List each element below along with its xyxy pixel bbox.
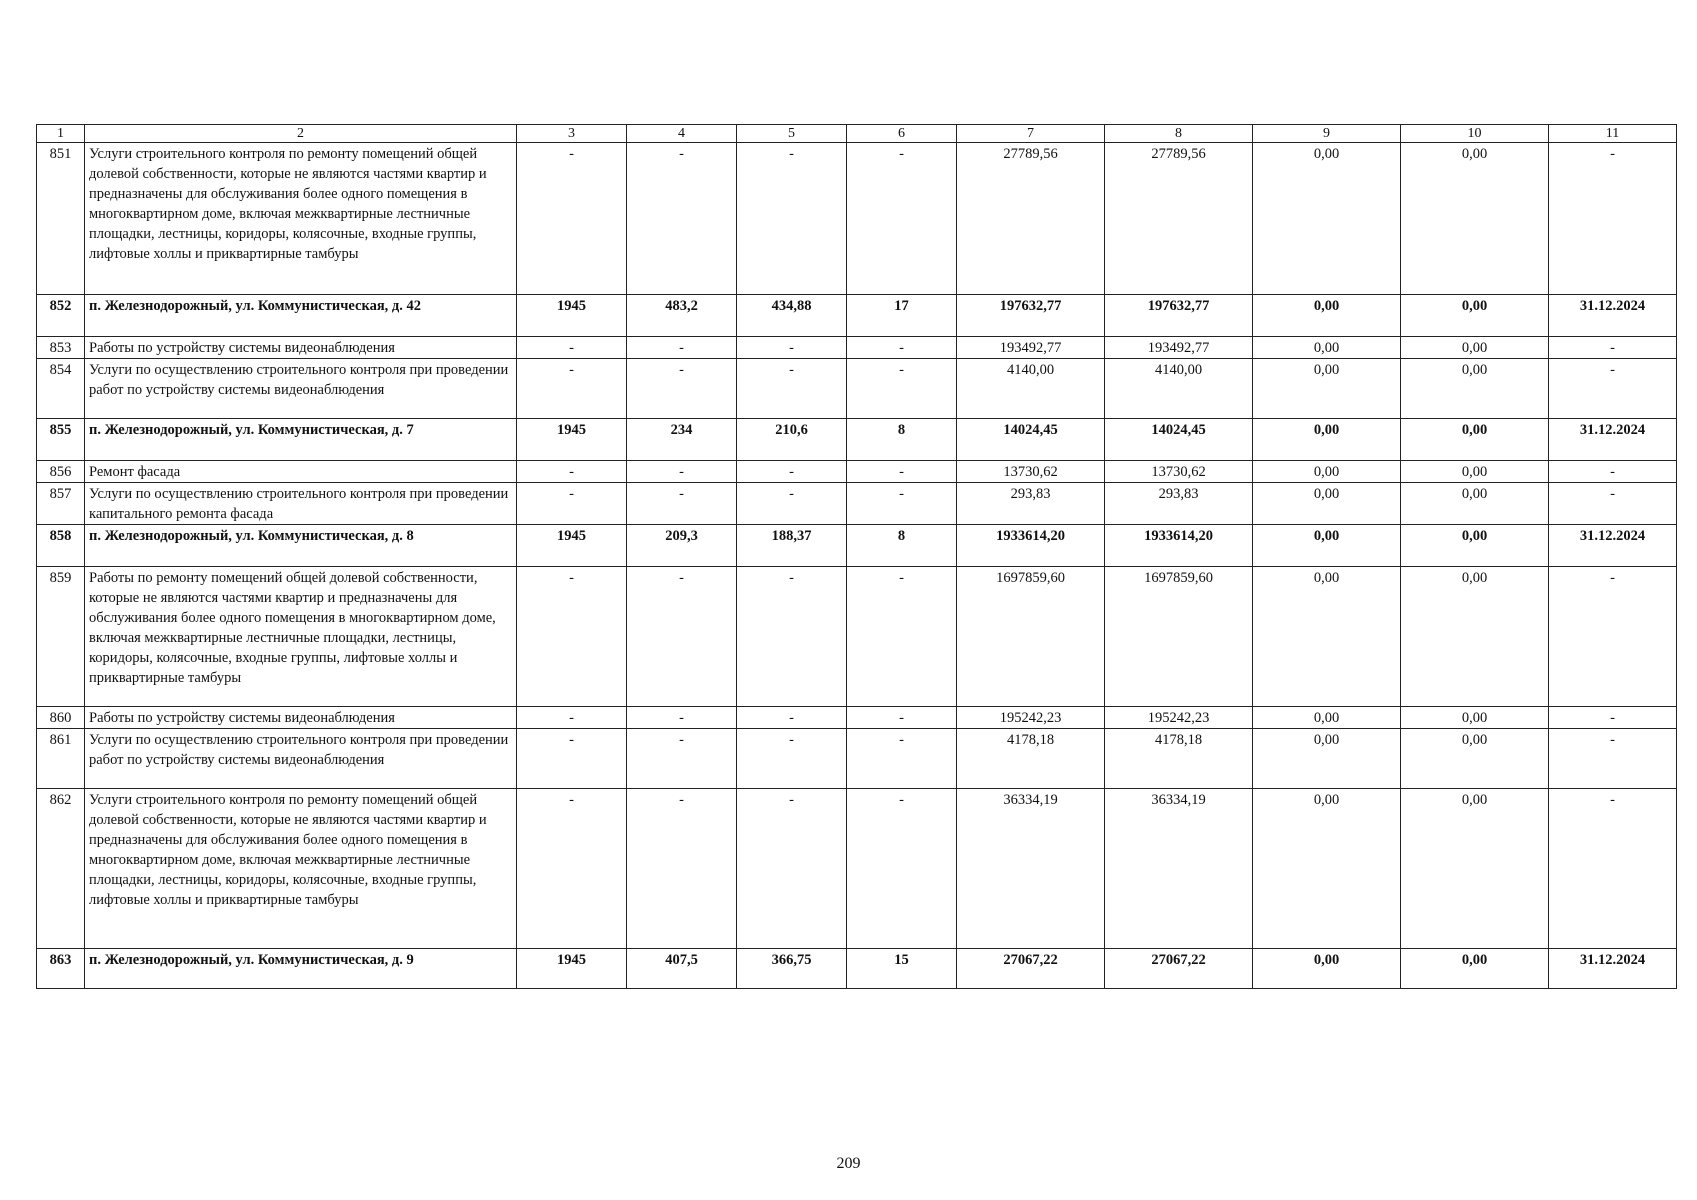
description-cell: Услуги по осуществлению строительного контроля при проведении капитального ремонта фасада	[85, 483, 517, 525]
description-cell: Услуги строительного контроля по ремонту помещений общей долевой собственности, которые не являются частями квартир и предназначены для обслуживания более одного помещения в многоквартирном доме, включая межквартирные лестничные площадки, лестницы, коридоры, колясочные, входные группы, лифтовые холлы и приквартирные тамбуры	[85, 789, 517, 949]
total-cost-cell: 27067,22	[957, 949, 1105, 989]
total-cost-cell: 27789,56	[957, 143, 1105, 295]
description-cell: п. Железнодорожный, ул. Коммунистическая, д. 8	[85, 525, 517, 567]
year-cell: -	[517, 359, 627, 419]
total-cost-cell: 193492,77	[957, 337, 1105, 359]
column-header: 2	[85, 125, 517, 143]
living-area-cell: 366,75	[737, 949, 847, 989]
register-table	[36, 124, 1677, 989]
table-row	[37, 359, 1677, 419]
total-cost-cell: 1697859,60	[957, 567, 1105, 707]
row-number-cell: 853	[37, 337, 85, 359]
description-cell: Услуги по осуществлению строительного контроля при проведении работ по устройству системы видеонаблюдения	[85, 729, 517, 789]
living-area-cell: -	[737, 483, 847, 525]
address-row	[37, 525, 1677, 567]
residents-cell: -	[847, 337, 957, 359]
row-number-cell: 863	[37, 949, 85, 989]
owner-cost-cell: 0,00	[1401, 359, 1549, 419]
owner-cost-cell: 0,00	[1401, 525, 1549, 567]
budget-cost-cell: 0,00	[1253, 525, 1401, 567]
owner-cost-cell: 0,00	[1401, 143, 1549, 295]
owner-cost-cell: 0,00	[1401, 337, 1549, 359]
total-cost-cell: 1933614,20	[957, 525, 1105, 567]
column-header: 11	[1549, 125, 1677, 143]
row-number-cell: 859	[37, 567, 85, 707]
owner-cost-cell: 0,00	[1401, 949, 1549, 989]
deadline-cell: -	[1549, 359, 1677, 419]
year-cell: -	[517, 483, 627, 525]
residents-cell: 15	[847, 949, 957, 989]
residents-cell: 17	[847, 295, 957, 337]
description-cell: Работы по устройству системы видеонаблюдения	[85, 707, 517, 729]
description-cell: Ремонт фасада	[85, 461, 517, 483]
deadline-cell: -	[1549, 707, 1677, 729]
deadline-cell: -	[1549, 143, 1677, 295]
total-cost-cell: 195242,23	[957, 707, 1105, 729]
year-cell: 1945	[517, 949, 627, 989]
total-cost-cell: 14024,45	[957, 419, 1105, 461]
budget-cost-cell: 0,00	[1253, 143, 1401, 295]
column-header: 4	[627, 125, 737, 143]
residents-cell: -	[847, 359, 957, 419]
area-cell: 209,3	[627, 525, 737, 567]
row-number-cell: 861	[37, 729, 85, 789]
column-header: 8	[1105, 125, 1253, 143]
column-header: 9	[1253, 125, 1401, 143]
fund-cost-cell: 27067,22	[1105, 949, 1253, 989]
deadline-cell: -	[1549, 337, 1677, 359]
table-body	[37, 125, 1677, 989]
area-cell: -	[627, 707, 737, 729]
row-number-cell: 858	[37, 525, 85, 567]
address-row	[37, 949, 1677, 989]
area-cell: -	[627, 789, 737, 949]
column-header: 10	[1401, 125, 1549, 143]
deadline-cell: -	[1549, 567, 1677, 707]
description-cell: Работы по устройству системы видеонаблюдения	[85, 337, 517, 359]
budget-cost-cell: 0,00	[1253, 337, 1401, 359]
row-number-cell: 855	[37, 419, 85, 461]
column-header: 3	[517, 125, 627, 143]
living-area-cell: -	[737, 337, 847, 359]
row-number-cell: 856	[37, 461, 85, 483]
area-cell: -	[627, 359, 737, 419]
description-cell: п. Железнодорожный, ул. Коммунистическая, д. 42	[85, 295, 517, 337]
year-cell: -	[517, 567, 627, 707]
residents-cell: -	[847, 729, 957, 789]
year-cell: -	[517, 461, 627, 483]
fund-cost-cell: 27789,56	[1105, 143, 1253, 295]
residents-cell: 8	[847, 419, 957, 461]
year-cell: 1945	[517, 419, 627, 461]
total-cost-cell: 36334,19	[957, 789, 1105, 949]
fund-cost-cell: 4140,00	[1105, 359, 1253, 419]
living-area-cell: 210,6	[737, 419, 847, 461]
total-cost-cell: 293,83	[957, 483, 1105, 525]
budget-cost-cell: 0,00	[1253, 419, 1401, 461]
budget-cost-cell: 0,00	[1253, 789, 1401, 949]
owner-cost-cell: 0,00	[1401, 419, 1549, 461]
budget-cost-cell: 0,00	[1253, 359, 1401, 419]
table-row	[37, 729, 1677, 789]
owner-cost-cell: 0,00	[1401, 567, 1549, 707]
residents-cell: -	[847, 143, 957, 295]
area-cell: -	[627, 337, 737, 359]
owner-cost-cell: 0,00	[1401, 729, 1549, 789]
living-area-cell: -	[737, 729, 847, 789]
total-cost-cell: 197632,77	[957, 295, 1105, 337]
budget-cost-cell: 0,00	[1253, 707, 1401, 729]
row-number-cell: 852	[37, 295, 85, 337]
area-cell: -	[627, 567, 737, 707]
fund-cost-cell: 1933614,20	[1105, 525, 1253, 567]
deadline-cell: 31.12.2024	[1549, 949, 1677, 989]
year-cell: -	[517, 337, 627, 359]
deadline-cell: -	[1549, 729, 1677, 789]
fund-cost-cell: 293,83	[1105, 483, 1253, 525]
description-cell: п. Железнодорожный, ул. Коммунистическая, д. 7	[85, 419, 517, 461]
address-row	[37, 295, 1677, 337]
owner-cost-cell: 0,00	[1401, 461, 1549, 483]
residents-cell: -	[847, 461, 957, 483]
row-number-cell: 862	[37, 789, 85, 949]
description-cell: Работы по ремонту помещений общей долевой собственности, которые не являются частями квартир и предназначены для обслуживания более одного помещения в многоквартирном доме, включая межквартирные лестничные площадки, лестницы, коридоры, колясочные, входные группы, лифтовые холлы и приквартирные тамбуры	[85, 567, 517, 707]
living-area-cell: 188,37	[737, 525, 847, 567]
fund-cost-cell: 36334,19	[1105, 789, 1253, 949]
year-cell: 1945	[517, 295, 627, 337]
description-cell: Услуги строительного контроля по ремонту помещений общей долевой собственности, которые не являются частями квартир и предназначены для обслуживания более одного помещения в многоквартирном доме, включая межквартирные лестничные площадки, лестницы, коридоры, колясочные, входные группы, лифтовые холлы и приквартирные тамбуры	[85, 143, 517, 295]
table-row	[37, 707, 1677, 729]
budget-cost-cell: 0,00	[1253, 949, 1401, 989]
column-header: 7	[957, 125, 1105, 143]
fund-cost-cell: 195242,23	[1105, 707, 1253, 729]
owner-cost-cell: 0,00	[1401, 707, 1549, 729]
living-area-cell: -	[737, 359, 847, 419]
row-number-cell: 851	[37, 143, 85, 295]
column-number-header-row	[37, 125, 1677, 143]
table-row	[37, 143, 1677, 295]
table-row	[37, 789, 1677, 949]
column-header: 5	[737, 125, 847, 143]
area-cell: -	[627, 143, 737, 295]
page-number: 209	[836, 1155, 861, 1172]
row-number-cell: 860	[37, 707, 85, 729]
budget-cost-cell: 0,00	[1253, 567, 1401, 707]
area-cell: -	[627, 483, 737, 525]
area-cell: 407,5	[627, 949, 737, 989]
residents-cell: -	[847, 567, 957, 707]
deadline-cell: 31.12.2024	[1549, 419, 1677, 461]
deadline-cell: -	[1549, 789, 1677, 949]
owner-cost-cell: 0,00	[1401, 789, 1549, 949]
deadline-cell: 31.12.2024	[1549, 525, 1677, 567]
description-cell: п. Железнодорожный, ул. Коммунистическая, д. 9	[85, 949, 517, 989]
living-area-cell: -	[737, 789, 847, 949]
deadline-cell: -	[1549, 483, 1677, 525]
living-area-cell: 434,88	[737, 295, 847, 337]
row-number-cell: 857	[37, 483, 85, 525]
area-cell: 234	[627, 419, 737, 461]
living-area-cell: -	[737, 461, 847, 483]
address-row	[37, 419, 1677, 461]
column-header: 6	[847, 125, 957, 143]
total-cost-cell: 4140,00	[957, 359, 1105, 419]
area-cell: -	[627, 461, 737, 483]
residents-cell: 8	[847, 525, 957, 567]
area-cell: 483,2	[627, 295, 737, 337]
year-cell: 1945	[517, 525, 627, 567]
budget-cost-cell: 0,00	[1253, 461, 1401, 483]
year-cell: -	[517, 729, 627, 789]
year-cell: -	[517, 143, 627, 295]
residents-cell: -	[847, 483, 957, 525]
total-cost-cell: 13730,62	[957, 461, 1105, 483]
residents-cell: -	[847, 707, 957, 729]
description-cell: Услуги по осуществлению строительного контроля при проведении работ по устройству системы видеонаблюдения	[85, 359, 517, 419]
row-number-cell: 854	[37, 359, 85, 419]
budget-cost-cell: 0,00	[1253, 483, 1401, 525]
total-cost-cell: 4178,18	[957, 729, 1105, 789]
fund-cost-cell: 4178,18	[1105, 729, 1253, 789]
fund-cost-cell: 197632,77	[1105, 295, 1253, 337]
owner-cost-cell: 0,00	[1401, 483, 1549, 525]
fund-cost-cell: 14024,45	[1105, 419, 1253, 461]
budget-cost-cell: 0,00	[1253, 295, 1401, 337]
year-cell: -	[517, 707, 627, 729]
living-area-cell: -	[737, 567, 847, 707]
table-row	[37, 483, 1677, 525]
table-row	[37, 461, 1677, 483]
living-area-cell: -	[737, 143, 847, 295]
area-cell: -	[627, 729, 737, 789]
budget-cost-cell: 0,00	[1253, 729, 1401, 789]
table-row	[37, 337, 1677, 359]
year-cell: -	[517, 789, 627, 949]
living-area-cell: -	[737, 707, 847, 729]
column-header: 1	[37, 125, 85, 143]
fund-cost-cell: 13730,62	[1105, 461, 1253, 483]
fund-cost-cell: 193492,77	[1105, 337, 1253, 359]
deadline-cell: -	[1549, 461, 1677, 483]
residents-cell: -	[847, 789, 957, 949]
fund-cost-cell: 1697859,60	[1105, 567, 1253, 707]
deadline-cell: 31.12.2024	[1549, 295, 1677, 337]
table-row	[37, 567, 1677, 707]
owner-cost-cell: 0,00	[1401, 295, 1549, 337]
